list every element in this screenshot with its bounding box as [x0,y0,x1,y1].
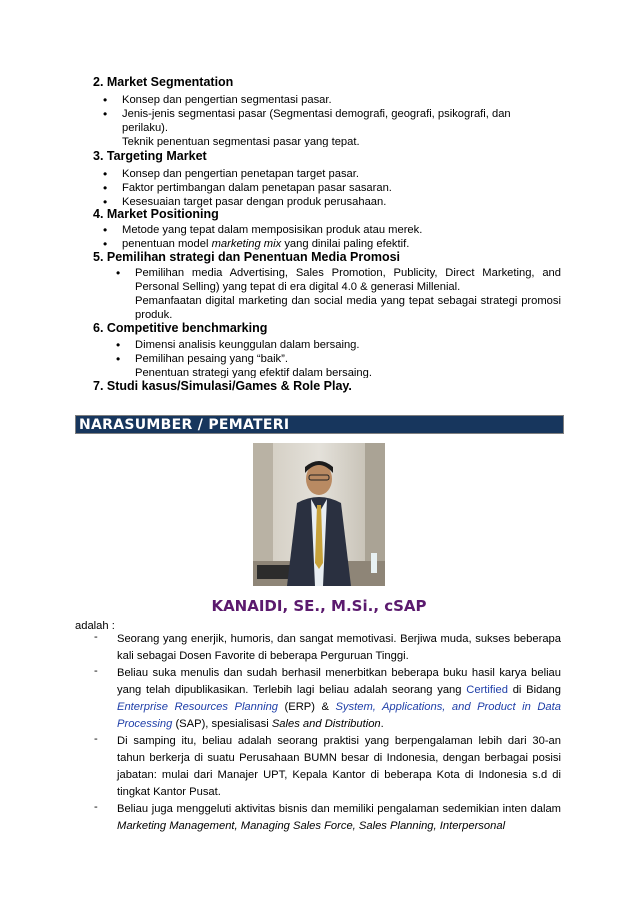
list-item: • Faktor pertimbangan dalam penetapan pasar sasaran. [122,181,552,195]
section-title: 6. Competitive benchmarking [93,321,268,335]
section-title: 2. Market Segmentation [93,75,234,89]
bio-text: Beliau suka menulis dan sudah berhasil menerbitkan beberapa buku hasil karya beliau yang telah dipublikasikan. Terlebih lagi beliau adalah seorang yang [117,667,561,696]
list-item: • Penentuan strategi yang efektif dalam bersaing. [135,366,561,378]
bio-emphasis: Sales and Distribution [271,718,381,730]
bullet-list [135,266,561,320]
section-title: 5. Pemilihan strategi dan Penentuan Media Promosi [93,250,401,264]
section-title: 4. Market Positioning [93,207,219,221]
bio-highlight: Enterprise Resources Planning [117,701,279,713]
bio-highlight: Certified [466,684,508,696]
speaker-name: KANAIDI, SE., M.Si., cSAP [211,597,427,615]
list-item: • Kesesuaian target pasar dengan produk perusahaan. [122,195,552,209]
bullet-list [122,223,552,251]
list-dash: - [94,801,98,813]
bio-paragraph: Di samping itu, beliau adalah seorang praktisi yang berpengalaman lebih dari 30-an tahun berkerja di suatu Perusahaan BUMN besar di Indonesia, dengan berbagai posisi jabatan: mulai dari Manajer UPT, Kepala Kantor di beberapa Kota di Indonesia s.d di tingkat Kantor Pusat. [117,735,561,798]
section-title: 7. Studi kasus/Simulasi/Games & Role Play. [93,379,352,393]
item-text: yang dinilai paling efektif. [281,238,410,250]
item-emphasis: marketing mix [211,238,282,250]
list-item: • Jenis-jenis segmentasi pasar (Segmentasi demografi, geografi, psikografi, dan perilaku). [122,107,552,135]
bio-text: (SAP), spesialisasi [172,718,272,730]
bio-paragraph [117,801,561,835]
speaker-photo [253,443,385,586]
list-dash: - [94,733,98,745]
bullet-list [122,167,552,209]
bio-text: . [380,718,384,730]
list-item: • Pemilihan media Advertising, Sales Promotion, Publicity, Direct Marketing, and Personal Selling) yang tepat di era digital 4.0 & generasi Millenial. [135,266,561,294]
speaker-header [75,415,564,434]
bio-paragraph: Seorang yang enerjik, humoris, dan sangat memotivasi. Berjiwa muda, sukses beberapa kali sebagai Dosen Favorite di beberapa Perguruan Tinggi. [117,633,561,662]
bio-emphasis: Marketing Management, Managing Sales Force, Sales Planning, Interpersonal [117,820,506,832]
list-item: • Teknik penentuan segmentasi pasar yang tepat. [122,135,552,147]
bio-paragraph [117,665,561,733]
list-dash: - [94,665,98,677]
list-item [122,237,552,251]
bio-highlight: System, Applications, and Product in Data Processing [117,701,561,730]
list-item: • Konsep dan pengertian segmentasi pasar. [122,93,552,107]
bio-text: Beliau juga menggeluti aktivitas bisnis dan memiliki pengalaman sedemikian inten dalam [117,803,561,815]
bio-text: (ERP) & [278,701,336,713]
bio-text: di Bidang [507,684,561,696]
item-text: penentuan model [122,238,212,250]
list-item: • Metode yang tepat dalam memposisikan produk atau merek. [122,223,552,237]
list-item: • Pemanfaatan digital marketing dan social media yang tepat sebagai strategi promosi produk. [135,294,561,320]
bullet-list [122,93,552,147]
intro-text: adalah : [75,620,115,632]
speaker-header-text: NARASUMBER / PEMATERI [79,417,290,433]
list-item: • Konsep dan pengertian penetapan target pasar. [122,167,552,181]
bullet-list [135,338,561,378]
list-dash: - [94,631,98,643]
list-item: • Pemilihan pesaing yang “baik”. [135,352,561,366]
list-item: • Dimensi analisis keunggulan dalam bersaing. [135,338,561,352]
section-title: 3. Targeting Market [93,149,207,163]
